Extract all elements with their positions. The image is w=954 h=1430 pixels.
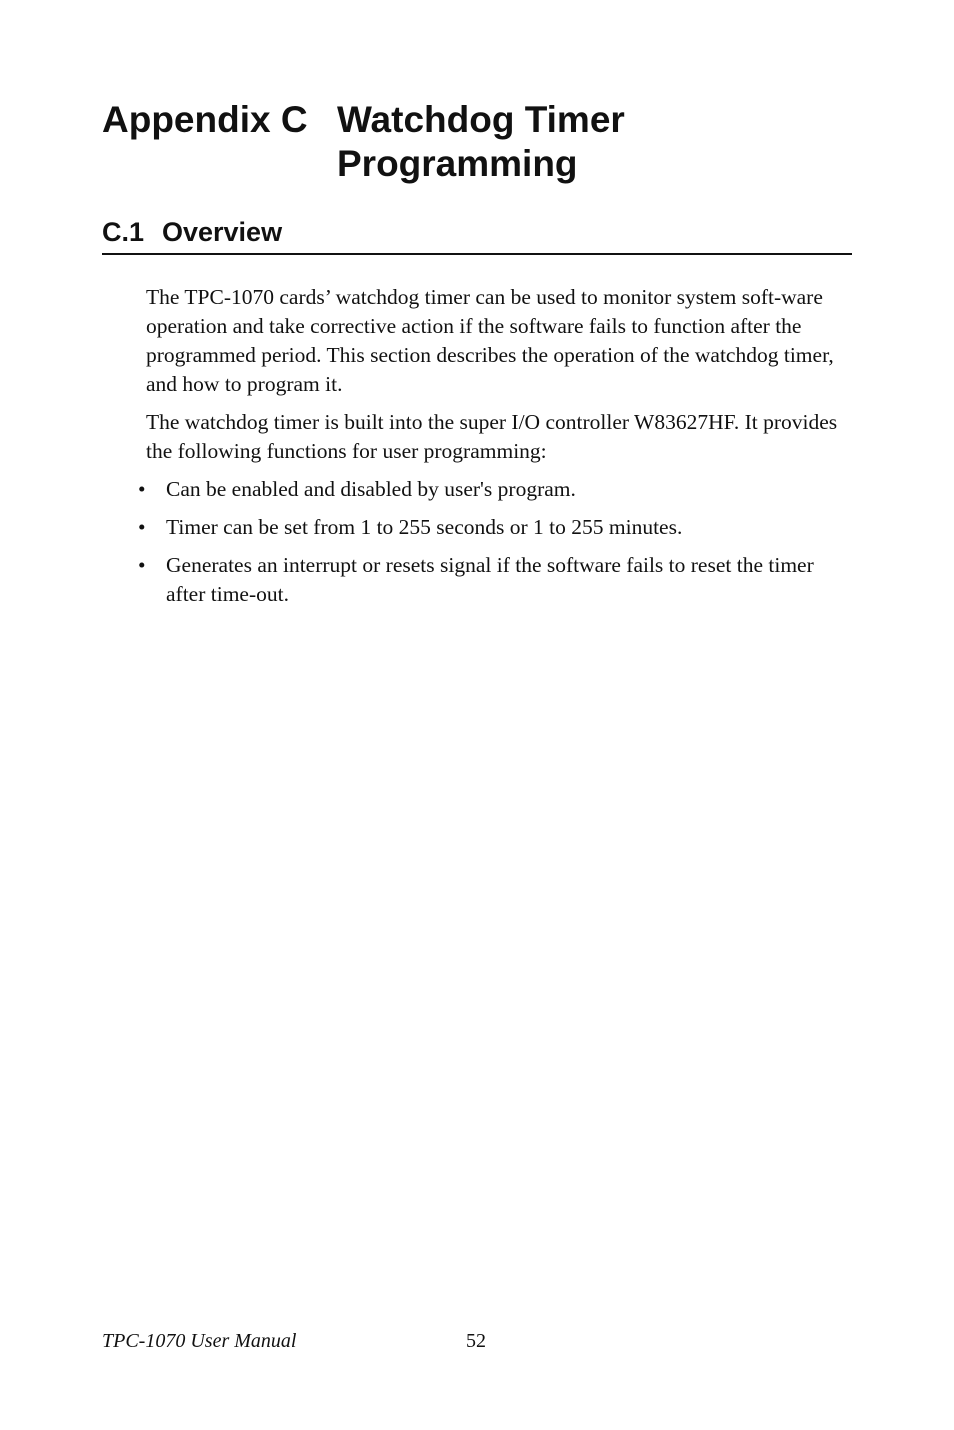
body-text xyxy=(138,283,858,618)
page-number: 52 xyxy=(466,1330,486,1352)
list-item-text: Generates an interrupt or resets signal if the software fails to reset the timer after time-out. xyxy=(166,553,814,606)
section-heading xyxy=(102,213,852,255)
bullet-icon: • xyxy=(138,553,146,577)
list-item-text: Timer can be set from 1 to 255 seconds or 1 to 255 minutes. xyxy=(166,515,683,539)
section-number: C.1 xyxy=(102,217,145,247)
footer-manual-title: TPC-1070 User Manual xyxy=(102,1330,297,1352)
bullet-icon: • xyxy=(138,515,146,539)
list-item-text: Can be enabled and disabled by user's program. xyxy=(166,477,576,501)
list-item xyxy=(138,475,850,504)
paragraph: The watchdog timer is built into the super I/O controller W83627HF. It provides the following functions for user programming: xyxy=(146,410,838,463)
list-item xyxy=(138,513,850,542)
feature-list xyxy=(138,475,850,609)
paragraph: The TPC-1070 cards’ watchdog timer can be used to monitor system soft-ware operation and take corrective action if the software fails to function after the programmed period. This section describes the operation of the watchdog timer, and how to program it. xyxy=(146,285,834,396)
bullet-icon: • xyxy=(138,477,146,501)
section-title: Overview xyxy=(162,217,283,247)
list-item xyxy=(138,551,850,609)
chapter-name: Watchdog Timer Programming xyxy=(337,99,625,184)
chapter-label: Appendix C xyxy=(102,99,308,140)
